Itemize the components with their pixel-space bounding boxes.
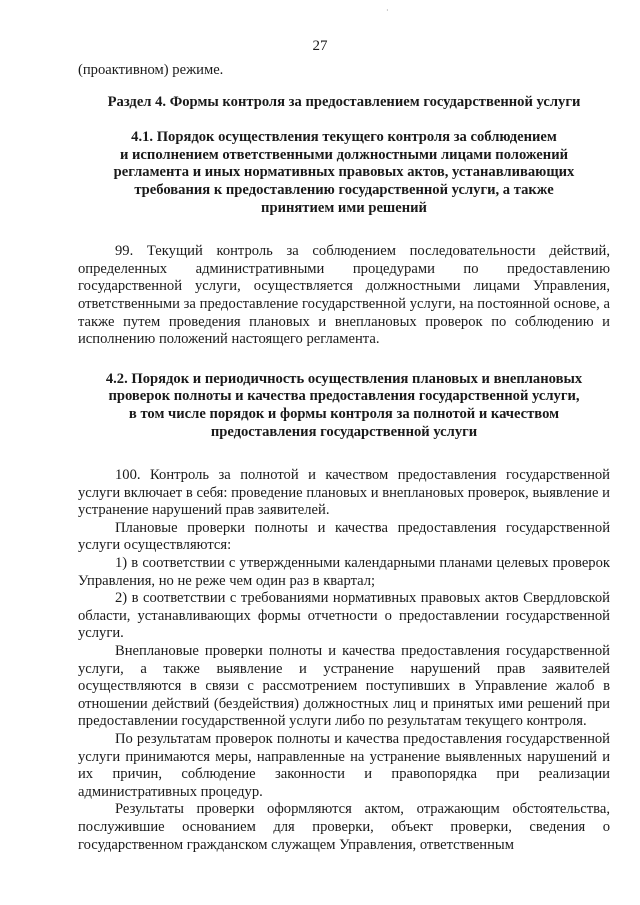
heading-line: принятием ими решений (261, 199, 427, 216)
heading-line: в том числе порядок и формы контроля за полнотой и качеством (128, 405, 560, 422)
page-number: 27 (312, 38, 328, 54)
paragraph: По результатам проверок полноты и качества предоставления государственной услуги принимаются меры, направленные на устранение выявленных нарушений и их причин, соблюдение законности и правопорядка при реализации административных процедур. (78, 731, 610, 800)
paragraph-99: 99. Текущий контроль за соблюдением последовательности действий, определенных административными процедурами по предоставлению государственной услуги, осуществляется должностными лицами Управления, ответственными за предоставление государственной услуги, на постоянной основе, а также путем проведения плановых и внеплановых проверок по соблюдению и исполнению положений настоящего регламента. (78, 243, 610, 348)
subsection-4-2-heading (78, 371, 610, 441)
heading-line: регламента и иных нормативных правовых актов, устанавливающих (113, 164, 575, 181)
paragraph: Внеплановые проверки полноты и качества предоставления государственной услуги, а также выявление и устранение нарушений прав заявителей осуществляются в связи с рассмотрением поступивших в Управление жалоб в отношении действий (бездействия) должностных лиц и принятых ими решений при предоставлении государственной услуги либо по результатам текущего контроля. (78, 643, 610, 730)
document-body (78, 62, 610, 854)
subsection-4-1-heading (78, 129, 610, 217)
paragraph: 1) в соответствии с утвержденными календарными планами целевых проверок Управления, но не реже чем один раз в квартал; (78, 555, 610, 589)
heading-line: 4.2. Порядок и периодичность осуществления плановых и внеплановых (105, 370, 583, 387)
heading-line: проверок полноты и качества предоставления государственной услуги, (108, 388, 580, 405)
heading-line: предоставления государственной услуги (210, 423, 478, 440)
paragraph: Результаты проверки оформляются актом, отражающим обстоятельства, послужившие основанием для проверки, объект проверки, сведения о государственном гражданском служащем Управления, ответственным (78, 801, 610, 853)
paragraph: Плановые проверки полноты и качества предоставления государственной услуги осуществляются: (78, 519, 610, 554)
page-mark: · (386, 6, 389, 15)
paragraph: 2) в соответствии с требованиями нормативных правовых актов Свердловской области, устанавливающих формы отчетности о предоставлении государственной услуги. (78, 590, 610, 642)
heading-line: 4.1. Порядок осуществления текущего контроля за соблюдением (131, 129, 557, 146)
lead-text: (проактивном) режиме. (78, 62, 224, 78)
heading-line: и исполнением ответственными должностными лицами положений (119, 146, 569, 163)
heading-line: требования к предоставлению государственной услуги, а также (134, 181, 554, 198)
section-title: Раздел 4. Формы контроля за предоставлением государственной услуги (107, 93, 581, 110)
paragraph-100: 100. Контроль за полнотой и качеством предоставления государственной услуги включает в себя: проведение плановых и внеплановых проверок, выявление и устранение нарушений прав заявителей. (78, 467, 610, 519)
